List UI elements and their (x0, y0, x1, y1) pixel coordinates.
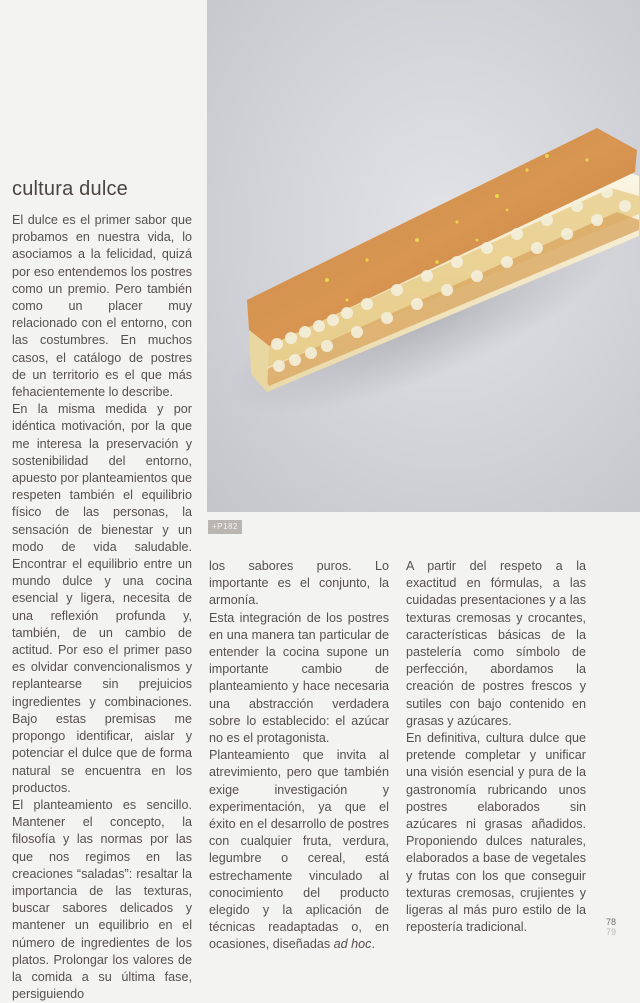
paragraph: El dulce es el primer sabor que probamos en nuestra vida, lo asociamos a la felicidad, quizá por eso entendemos los postres como un premio. Pero también como un placer muy relacionado con el entorno, con las costumbres. En muchos casos, el catálogo de postres de un territorio es el que más fehacientemente lo describe. (12, 213, 192, 400)
page-number-next: 79 (605, 927, 616, 937)
dessert-photo (207, 0, 640, 512)
paragraph (209, 747, 389, 953)
page-number-current: 78 (605, 917, 616, 927)
paragraph: En la misma medida y por idéntica motivación, por la que me interesa la preservación y sostenibilidad del entorno, apuesto por planteamientos que respeten también el equilibrio físico de las personas, la sensación de bienestar y un modo de vida saludable. Encontrar el equilibrio entre un mundo dulce y una cocina esencial y ligera, necesita de una reflexión profunda y, también, de un cambio de actitud. Por eso el primer paso es olvidar convencionalismos y replantearse sin prejuicios ingredientes y combinaciones. Bajo estas premisas me propongo identificar, aislar y potenciar el dulce que de forma natural se encuentra en los productos. (12, 402, 192, 795)
section-title: cultura dulce (12, 178, 128, 200)
paragraph: En definitiva, cultura dulce que pretende completar y unificar una visión esencial y pura de la gastronomía rubricando unos postres elaborados sin azúcares ni grasas añadidos. Proponiendo dulces naturales, elaborados a base de vegetales y frutas con los que conseguir texturas cremosas, crujientes y ligeras al más puro estilo de la repostería tradicional. (406, 731, 586, 935)
paragraph: los sabores puros. Lo importante es el conjunto, la armonía. (209, 559, 389, 608)
paragraph: El planteamiento es sencillo. Mantener el concepto, la filosofía y las normas por las que nos regimos en las creaciones “saladas”: resaltar la importancia de las texturas, buscar sabores delicados y mantener un equilibrio en el número de ingredientes de los platos. Prolongar los valores de la comida a su última fase, persiguiendo (12, 797, 192, 1002)
page-numbers (606, 917, 616, 937)
text-column-1 (12, 212, 192, 1003)
paragraph-end: . (371, 937, 375, 952)
mille-feuille-illustration (207, 0, 640, 512)
paragraph-text: Planteamiento que invita al atrevimiento, pero que también exige investigación y experimentación, ya que el éxito en el desarrollo de postres con cualquier fruta, verdura, legumbre o cereal, está estrechamente vinculado al conocimiento del producto elegido y la aplicación de técnicas readaptadas o, en ocasiones, diseñadas (209, 748, 389, 952)
photo-page-reference: +P182 (208, 520, 242, 534)
paragraph: Esta integración de los postres en una manera tan particular de entender la cocina supone un importante cambio de planteamiento y hace necesaria una abstracción verdadera sobre lo establecido: el azúcar no es el protagonista. (209, 610, 389, 746)
paragraph: A partir del respeto a la exactitud en fórmulas, a las cuidadas presentaciones y a las texturas cremosas y crocantes, características básicas de la pastelería como símbolo de perfección, abordamos la creación de postres frescos y sutiles con bajo contenido en grasas y azúcares. (406, 559, 586, 728)
italic-term: ad hoc (333, 937, 372, 952)
text-column-3 (406, 558, 586, 936)
text-column-2 (209, 558, 389, 954)
